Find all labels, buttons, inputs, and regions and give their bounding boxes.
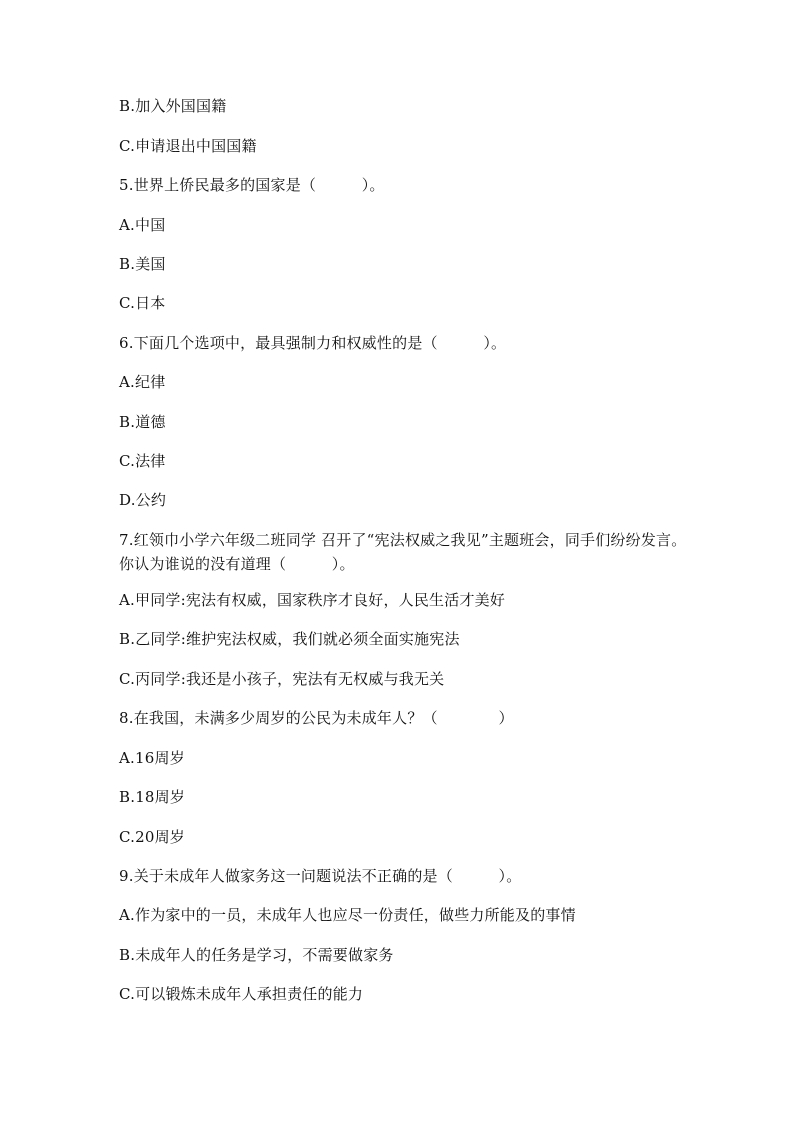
q7-option-a: A.甲同学:宪法有权威，国家秩序才良好，人民生活才美好 — [119, 591, 506, 609]
q6-question: 6.下面几个选项中，最具强制力和权威性的是（ ）。 — [119, 334, 507, 352]
q6-option-c: C.法律 — [119, 452, 166, 470]
q7-option-b: B.乙同学:维护宪法权威，我们就必须全面实施宪法 — [119, 630, 460, 648]
q7-option-c: C.丙同学:我还是小孩子，宪法有无权威与我无关 — [119, 670, 445, 688]
q8-question: 8.在我国，未满多少周岁的公民为未成年人？（ ） — [119, 709, 514, 727]
q4-option-c: C.申请退出中国国籍 — [119, 137, 257, 155]
q8-option-b: B.18周岁 — [119, 788, 186, 806]
q6-option-b: B.道德 — [119, 413, 166, 431]
q8-option-c: C.20周岁 — [119, 828, 185, 846]
q9-option-c: C.可以锻炼未成年人承担责任的能力 — [119, 985, 364, 1003]
q9-option-a: A.作为家中的一员，未成年人也应尽一份责任，做些力所能及的事情 — [119, 906, 576, 924]
q4-option-b: B.加入外国国籍 — [119, 97, 227, 115]
q6-option-d: D.公约 — [119, 491, 167, 509]
q9-option-b: B.未成年人的任务是学习，不需要做家务 — [119, 946, 394, 964]
q5-question: 5.世界上侨民最多的国家是（ ）。 — [119, 176, 385, 194]
q9-question: 9.关于未成年人做家务这一问题说法不正确的是（ ）。 — [119, 867, 522, 885]
q5-option-a: A.中国 — [119, 216, 166, 234]
q8-option-a: A.16周岁 — [119, 749, 185, 767]
q6-option-a: A.纪律 — [119, 373, 166, 391]
q5-option-b: B.美国 — [119, 255, 166, 273]
q7-question: 7.红领巾小学六年级二班同学 召开了“宪法权威之我见”主题班会，同手们纷纷发言。你认为谁说的没有道理（ ）。 — [119, 531, 687, 573]
q5-option-c: C.日本 — [119, 294, 166, 312]
